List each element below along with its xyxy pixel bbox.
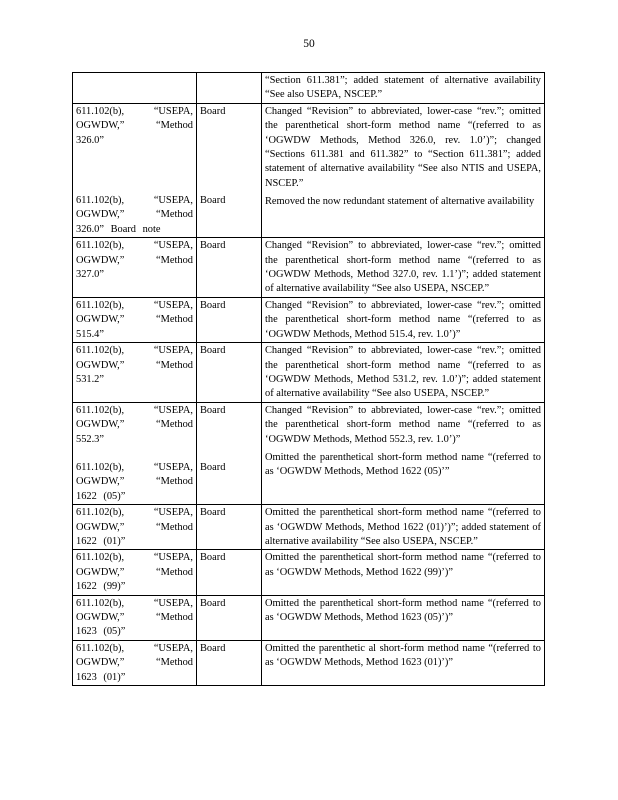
agency-cell: Board xyxy=(197,550,262,595)
section-cell xyxy=(73,73,197,104)
agency-cell: Board xyxy=(197,238,262,298)
table-row xyxy=(73,505,545,550)
description-cell: Omitted the parenthetical short-form method name “(referred to as ‘OGWDW Methods, Method 1623 (05)’)” xyxy=(262,595,545,640)
table-row xyxy=(73,640,545,685)
section-cell: 611.102(b), “USEPA, OGWDW,” “Method 1622 (99)” xyxy=(73,550,197,595)
description-cell: Changed “Revision” to abbreviated, lower-case “rev.”; omitted the parenthetical short-form method name “(referred to as ‘OGWDW Methods, Method 326.0, rev. 1.0’)”; changed “Sections 611.381 and 611.382” to “Section 611.381”; added statement of alternative availability “See also NTIS and USEPA, NSCEP.” Removed the now redundant statement of alternative availability xyxy=(262,103,545,237)
section-cell: 611.102(b), “USEPA, OGWDW,” “Method 515.4” xyxy=(73,297,197,342)
description-cell: Changed “Revision” to abbreviated, lower-case “rev.”; omitted the parenthetical short-form method name “(referred to as ‘OGWDW Methods, Method 552.3, rev. 1.0’)” Omitted the parenthetical short-form method name “(referred to as ‘OGWDW Methods, Method 1622 (05)’” xyxy=(262,402,545,504)
description-cell: Omitted the parenthetic al short-form method name “(referred to as ‘OGWDW Methods, Method 1623 (01)’)” xyxy=(262,640,545,685)
section-cell: 611.102(b), “USEPA, OGWDW,” “Method 327.0” xyxy=(73,238,197,298)
agency-cell: Board xyxy=(197,505,262,550)
table-row xyxy=(73,343,545,403)
agency-cell: Board xyxy=(197,640,262,685)
section-cell: 611.102(b), “USEPA, OGWDW,” “Method 1623 (01)” xyxy=(73,640,197,685)
description-cell: Changed “Revision” to abbreviated, lower-case “rev.”; omitted the parenthetical short-form method name “(referred to as ‘OGWDW Methods, Method 515.4, rev. 1.0’)” xyxy=(262,297,545,342)
table-row xyxy=(73,73,545,104)
table-row xyxy=(73,103,545,237)
description-cell: “Section 611.381”; added statement of alternative availability “See also USEPA, NSCEP.” xyxy=(262,73,545,104)
section-cell: 611.102(b), “USEPA, OGWDW,” “Method 531.2” xyxy=(73,343,197,403)
amendments-table xyxy=(72,72,545,686)
agency-cell: Board Board xyxy=(197,103,262,237)
section-cell: 611.102(b), “USEPA, OGWDW,” “Method 1623 (05)” xyxy=(73,595,197,640)
description-cell: Changed “Revision” to abbreviated, lower-case “rev.”; omitted the parenthetical short-form method name “(referred to as ‘OGWDW Methods, Method 531.2, rev. 1.0’)”; added statement of alternative availability “See also USEPA, NSCEP.” xyxy=(262,343,545,403)
agency-cell: Board Board xyxy=(197,402,262,504)
table-row xyxy=(73,238,545,298)
section-cell: 611.102(b), “USEPA, OGWDW,” “Method 552.3” 611.102(b), “USEPA, OGWDW,” “Method 1622 (05)” xyxy=(73,402,197,504)
section-cell: 611.102(b), “USEPA, OGWDW,” “Method 1622 (01)” xyxy=(73,505,197,550)
section-cell: 611.102(b), “USEPA, OGWDW,” “Method 326.0” 611.102(b), “USEPA, OGWDW,” “Method 326.0” Board note xyxy=(73,103,197,237)
description-cell: Omitted the parenthetical short-form method name “(referred to as ‘OGWDW Methods, Method 1622 (01)’)”; added statement of alternative availability “See also USEPA, NSCEP.” xyxy=(262,505,545,550)
agency-cell: Board xyxy=(197,595,262,640)
agency-cell xyxy=(197,73,262,104)
description-cell: Changed “Revision” to abbreviated, lower-case “rev.”; omitted the parenthetical short-form method name “(referred to as ‘OGWDW Methods, Method 327.0, rev. 1.1’)”; added statement of alternative availability “See also USEPA, NSCEP.” xyxy=(262,238,545,298)
page-number: 50 xyxy=(303,38,315,50)
table-row xyxy=(73,595,545,640)
table-row xyxy=(73,550,545,595)
description-cell: Omitted the parenthetical short-form method name “(referred to as ‘OGWDW Methods, Method 1622 (99)’)” xyxy=(262,550,545,595)
agency-cell: Board xyxy=(197,343,262,403)
table-row xyxy=(73,402,545,504)
agency-cell: Board xyxy=(197,297,262,342)
table-row xyxy=(73,297,545,342)
